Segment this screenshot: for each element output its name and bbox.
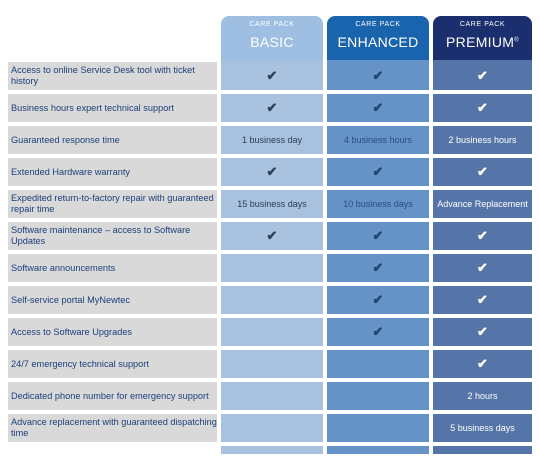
check-icon: ✔ [266, 68, 278, 83]
check-icon: ✔ [372, 292, 384, 307]
check-icon: ✔ [266, 228, 278, 243]
cell-premium [433, 190, 532, 218]
cell-value: 2 hours [467, 391, 498, 401]
cell-basic [221, 222, 323, 250]
cell-value: Advance Replacement [437, 199, 528, 209]
cell-basic [221, 382, 323, 410]
cell-value: 1 business day [241, 135, 303, 145]
cell-enhanced [327, 222, 429, 250]
feature-label: Access to Software Upgrades [8, 318, 217, 346]
cell-premium [433, 382, 532, 410]
cell-premium [433, 62, 532, 90]
check-icon: ✔ [372, 68, 384, 83]
care-pack-label: CARE PACK [459, 21, 506, 28]
check-icon: ✔ [477, 292, 488, 307]
feature-label: Expedited return-to-factory repair with guaranteed repair time [8, 190, 217, 218]
cell-basic [221, 62, 323, 90]
check-icon: ✔ [266, 164, 278, 179]
cell-premium [433, 158, 532, 186]
cell-value: 2 business hours [448, 135, 517, 145]
feature-label: Software maintenance – access to Software Updates [8, 222, 217, 250]
cell-basic [221, 350, 323, 378]
cell-basic [221, 254, 323, 282]
cell-premium [433, 94, 532, 122]
registered-mark: ® [514, 37, 519, 44]
cell-enhanced [327, 286, 429, 314]
cell-basic [221, 318, 323, 346]
check-icon: ✔ [477, 260, 488, 275]
column-header-premium [433, 16, 532, 60]
feature-label: Business hours expert technical support [8, 94, 217, 122]
plan-name-basic: BASIC [250, 34, 294, 50]
check-icon: ✔ [266, 100, 278, 115]
feature-label: Extended Hardware warranty [8, 158, 217, 186]
cell-enhanced [327, 254, 429, 282]
cell-enhanced [327, 350, 429, 378]
cell-basic [221, 414, 323, 442]
cell-enhanced [327, 62, 429, 90]
cell-basic [221, 126, 323, 154]
care-pack-label: CARE PACK [249, 21, 295, 28]
row-divider [8, 442, 532, 446]
check-icon: ✔ [477, 324, 488, 339]
cell-enhanced [327, 158, 429, 186]
feature-label: Guaranteed response time [8, 126, 217, 154]
cell-premium [433, 318, 532, 346]
cell-enhanced [327, 126, 429, 154]
column-header-enhanced [327, 16, 429, 60]
cell-basic [221, 94, 323, 122]
check-icon: ✔ [372, 324, 384, 339]
feature-label: Dedicated phone number for emergency support [8, 382, 217, 410]
cell-value: 4 business hours [343, 135, 413, 145]
check-icon: ✔ [372, 164, 384, 179]
plan-name-enhanced: ENHANCED [337, 34, 419, 50]
cell-premium [433, 350, 532, 378]
feature-label: 24/7 emergency technical support [8, 350, 217, 378]
cell-premium [433, 126, 532, 154]
cell-value: 15 business days [237, 199, 307, 209]
check-icon: ✔ [372, 260, 384, 275]
cell-value: 10 business days [343, 199, 413, 209]
column-header-basic [221, 16, 323, 60]
feature-label: Software announcements [8, 254, 217, 282]
cell-premium [433, 414, 532, 442]
feature-label: Access to online Service Desk tool with ticket history [8, 62, 217, 90]
cell-enhanced [327, 382, 429, 410]
check-icon: ✔ [372, 100, 384, 115]
cell-premium [433, 222, 532, 250]
check-icon: ✔ [477, 228, 488, 243]
cell-enhanced [327, 94, 429, 122]
cell-value: 5 business days [450, 423, 515, 433]
cell-premium [433, 254, 532, 282]
cell-enhanced [327, 190, 429, 218]
check-icon: ✔ [477, 356, 488, 371]
feature-label: Self-service portal MyNewtec [8, 286, 217, 314]
cell-basic [221, 158, 323, 186]
check-icon: ✔ [477, 100, 488, 115]
cell-premium [433, 286, 532, 314]
plan-name-premium-wrap [433, 34, 532, 50]
feature-label: Advance replacement with guaranteed dispatching time [8, 414, 217, 442]
cell-enhanced [327, 414, 429, 442]
check-icon: ✔ [477, 68, 488, 83]
cell-basic [221, 286, 323, 314]
cell-enhanced [327, 318, 429, 346]
care-pack-label: CARE PACK [355, 21, 401, 28]
cell-basic [221, 190, 323, 218]
plan-name-premium: PREMIUM [446, 34, 515, 50]
check-icon: ✔ [372, 228, 384, 243]
check-icon: ✔ [477, 164, 488, 179]
